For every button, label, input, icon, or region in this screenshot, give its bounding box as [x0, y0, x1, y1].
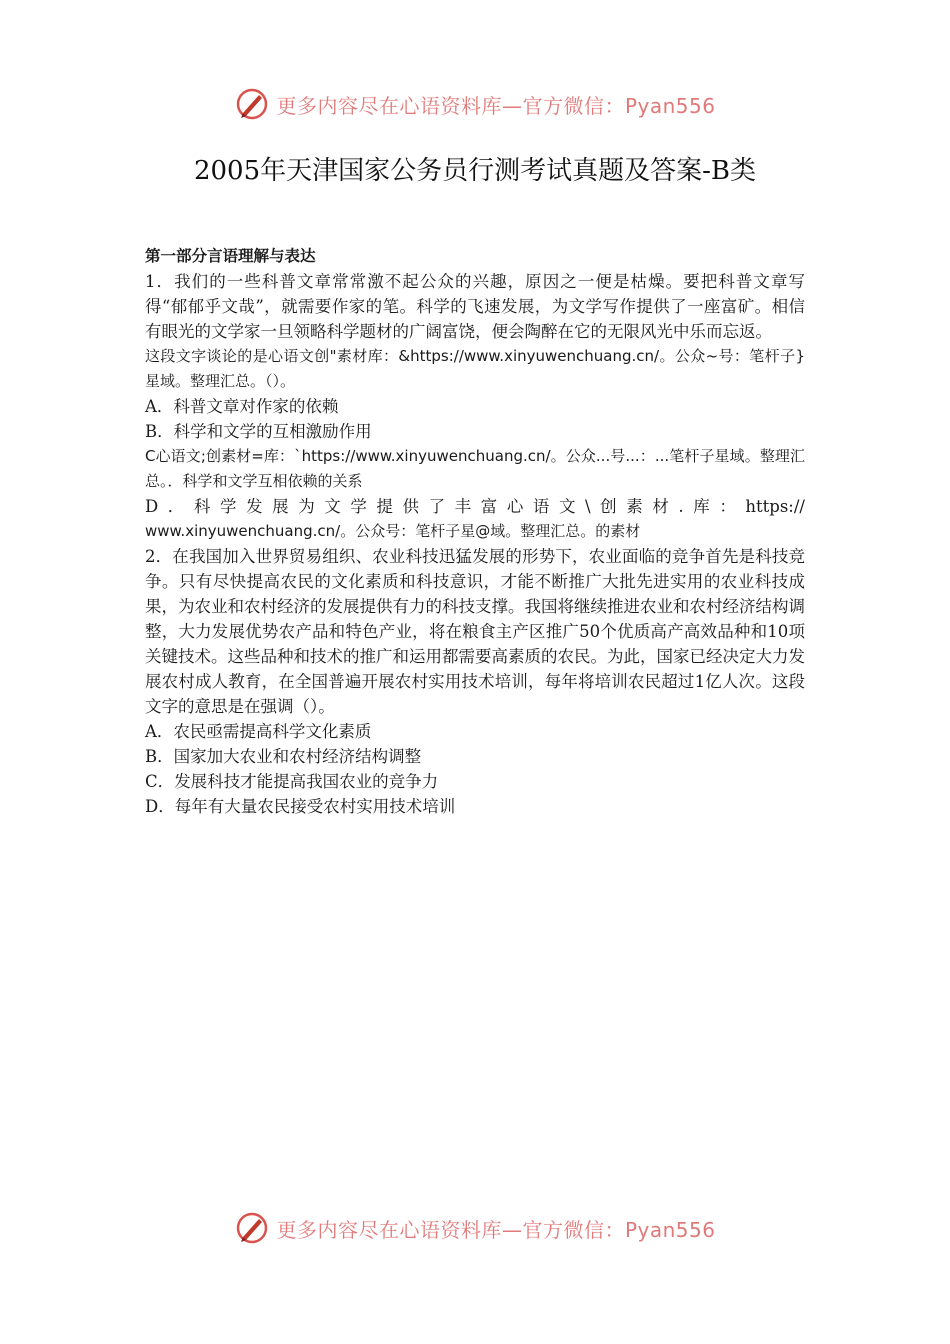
question-2-stem: 2．在我国加入世界贸易组织、农业科技迅猛发展的形势下，农业面临的竞争首先是科技竞争。只有尽快提高农民的文化素质和科技意识，才能不断推广大批先进实用的农业科技成果，为农业和农村经济的发展提供有力的科技支撑。我国将继续推进农业和农村经济结构调整，大力发展优势农产品和特色产业，将在粮食主产区推广50个优质高产高效品种和10项关键技术。这些品种和技术的推广和运用都需要高素质的农民。为此，国家已经决定大力发展农村成人教育，在全国普遍开展农村实用技术培训，每年将培训农民超过1亿人次。这段文字的意思是在强调（）。 [145, 547, 805, 716]
document-body [145, 244, 805, 819]
question-1-option-d-line2: www.xinyuwenchuang.cn/。公众号：笔杆子星@域。整理汇总。的素材 [145, 522, 641, 540]
page-title: 2005年天津国家公务员行测考试真题及答案-B类 [193, 156, 757, 186]
watermark-footer [0, 1208, 950, 1248]
question-2-option-a: A．农民亟需提高科学文化素质 [145, 722, 372, 741]
section-heading: 第一部分言语理解与表达 [145, 247, 316, 265]
pen-logo-icon [234, 1210, 270, 1246]
watermark-text: 更多内容尽在心语资料库—官方微信：Pyan556 [276, 93, 716, 118]
watermark-text: 更多内容尽在心语资料库—官方微信：Pyan556 [276, 1217, 716, 1242]
question-1-option-c: C心语文;创素材=库：`https://www.xinyuwenchuang.cn/。公众...号...：...笔杆子星域。整理汇总。．科学和文学互相依赖的关系 [145, 447, 805, 490]
question-1-option-b: B．科学和文学的互相激励作用 [145, 422, 372, 441]
question-2-option-d: D．每年有大量农民接受农村实用技术培训 [145, 797, 456, 816]
question-2-option-b: B．国家加大农业和农村经济结构调整 [145, 747, 422, 766]
question-1-option-a: A．科普文章对作家的依赖 [145, 397, 339, 416]
watermark-header [0, 84, 950, 124]
pen-logo-icon [234, 86, 270, 122]
question-1-prompt: 这段文字谈论的是心语文创"素材库：&https://www.xinyuwenchuang.cn/。公众~号：笔杆子}星域。整理汇总。（）。 [145, 347, 805, 390]
question-1-stem: 1．我们的一些科普文章常常激不起公众的兴趣，原因之一便是枯燥。要把科普文章写得“郁郁乎文哉”，就需要作家的笔。科学的飞速发展，为文学写作提供了一座富矿。相信有眼光的文学家一旦领略科学题材的广阔富饶，便会陶醉在它的无限风光中乐而忘返。 [145, 272, 805, 341]
question-2-option-c: C．发展科技才能提高我国农业的竞争力 [145, 772, 439, 791]
question-1-option-d-line1: D．科学发展为文学提供了丰富心语文\创素材.库：https:// [145, 497, 805, 516]
